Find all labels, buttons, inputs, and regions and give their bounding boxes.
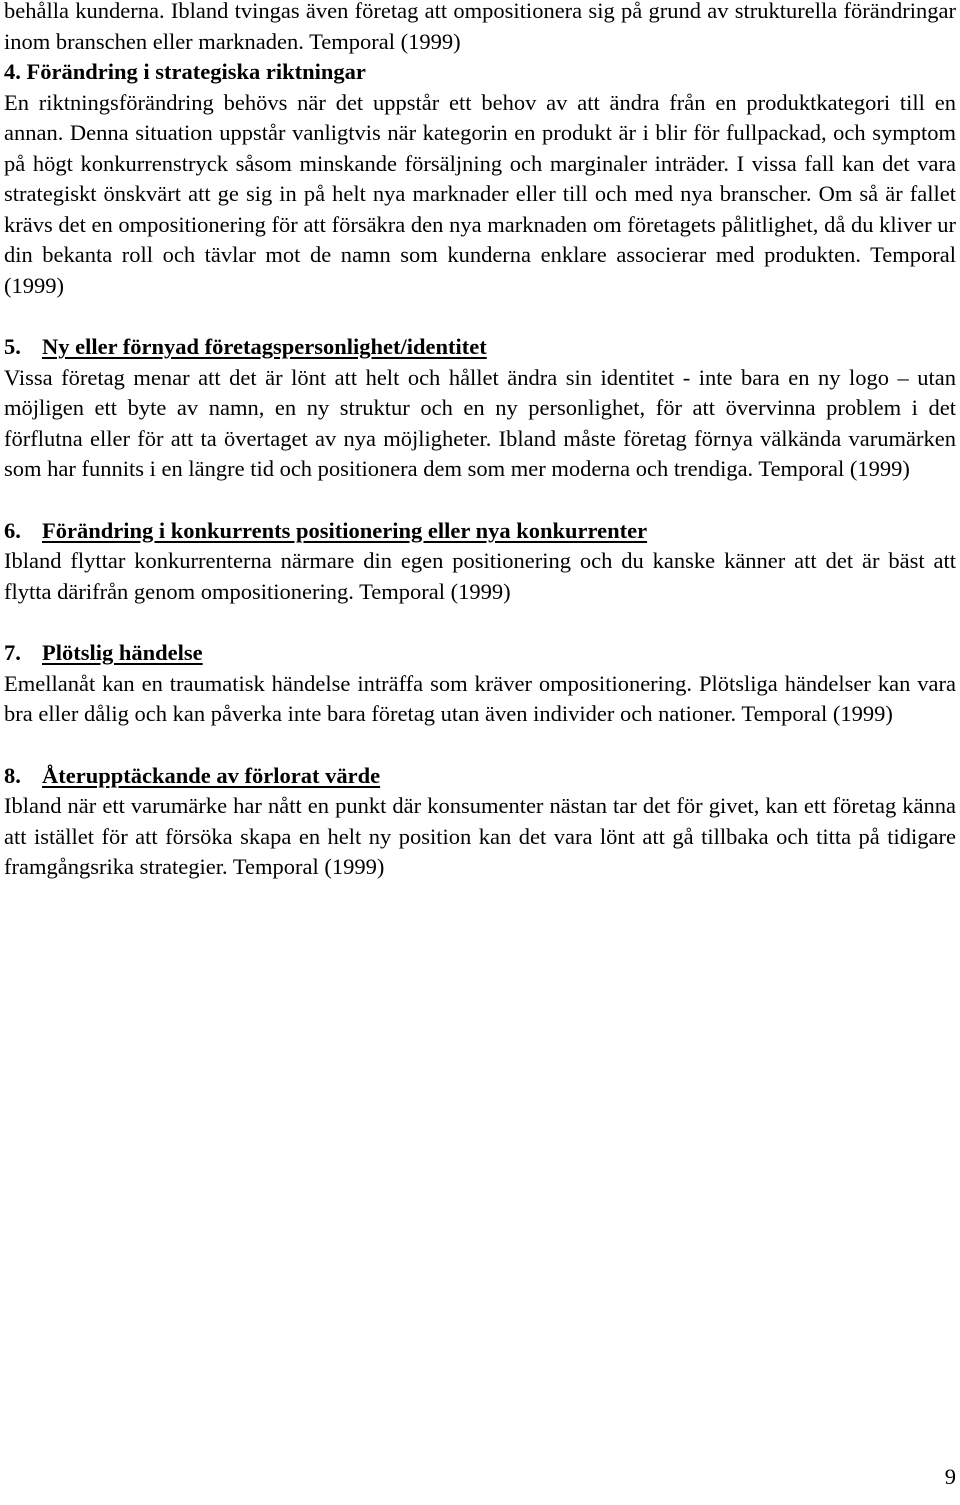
section-heading	[4, 761, 956, 792]
section-body: Ibland när ett varumärke har nått en punkt där konsumenter nästan tar det för givet, kan ett företag känna att istället för att försöka skapa en helt ny position kan det vara lönt att gå tillbaka och titta på tidigare framgångsrika strategier. Temporal (1999)	[4, 793, 956, 879]
intro-paragraph: behålla kunderna. Ibland tvingas även företag att ompositionera sig på grund av strukturella förändringar inom branschen eller marknaden. Temporal (1999)	[4, 0, 956, 54]
section-gap	[4, 607, 956, 638]
section-title: Ny eller förnyad företagspersonlighet/identitet	[42, 334, 487, 359]
section-4	[4, 57, 956, 301]
section-heading	[4, 57, 956, 88]
section-5	[4, 332, 956, 485]
section-title: Förändring i konkurrents positionering eller nya konkurrenter	[42, 517, 648, 543]
section-number: 8.	[4, 762, 21, 788]
section-title: Plötslig händelse	[42, 640, 203, 665]
section-8	[4, 761, 956, 883]
section-title: Förändring i strategiska riktningar	[26, 59, 366, 84]
section-body: Ibland flyttar konkurrenterna närmare din egen positionering och du kanske känner att det är bäst att flytta därifrån genom ompositionering. Temporal (1999)	[4, 548, 956, 604]
section-7	[4, 638, 956, 730]
document-page	[4, 0, 956, 883]
section-number: 6.	[4, 517, 21, 543]
section-6	[4, 516, 956, 608]
page-number: 9	[944, 1464, 956, 1489]
section-gap	[4, 485, 956, 516]
section-number: 4.	[4, 59, 21, 84]
section-body: Emellanåt kan en traumatisk händelse inträffa som kräver ompositionering. Plötsliga händelser kan vara bra eller dålig och kan påverka inte bara företag utan även individer och nationer. Temporal (1999)	[4, 670, 956, 726]
section-gap	[4, 730, 956, 761]
section-heading	[4, 332, 956, 363]
section-number: 5.	[4, 334, 21, 359]
section-heading	[4, 516, 956, 547]
section-number: 7.	[4, 640, 21, 665]
section-title: Återupptäckande av förlorat värde	[42, 762, 381, 788]
section-body: Vissa företag menar att det är lönt att helt och hållet ändra sin identitet - inte bara en ny logo – utan möjligen ett byte av namn, en ny struktur och en ny personlighet, för att övervinna problem i det förflutna eller för att ta övertaget av nya möjligheter. Ibland måste företag förnya välkända varumärken som har funnits i en längre tid och positionera dem som mer moderna och trendiga. Temporal (1999)	[4, 364, 956, 481]
section-heading	[4, 638, 956, 669]
section-gap	[4, 301, 956, 332]
section-body: En riktningsförändring behövs när det uppstår ett behov av att ändra från en produktkategori till en annan. Denna situation uppstår vanligtvis när kategorin en produkt är i blir för fullpackad, och symptom på högt konkurrenstryck såsom minskande försäljning och marginaler inträder. I vissa fall kan det vara strategiskt önskvärt att ge sig in på helt nya marknader eller till och med nya branscher. Om så är fallet krävs det en ompositionering för att försäkra den nya marknaden om företagets pålitlighet, då du kliver ur din bekanta roll och tävlar mot de namn som kunderna enklare associerar med produkten. Temporal (1999)	[4, 89, 956, 298]
